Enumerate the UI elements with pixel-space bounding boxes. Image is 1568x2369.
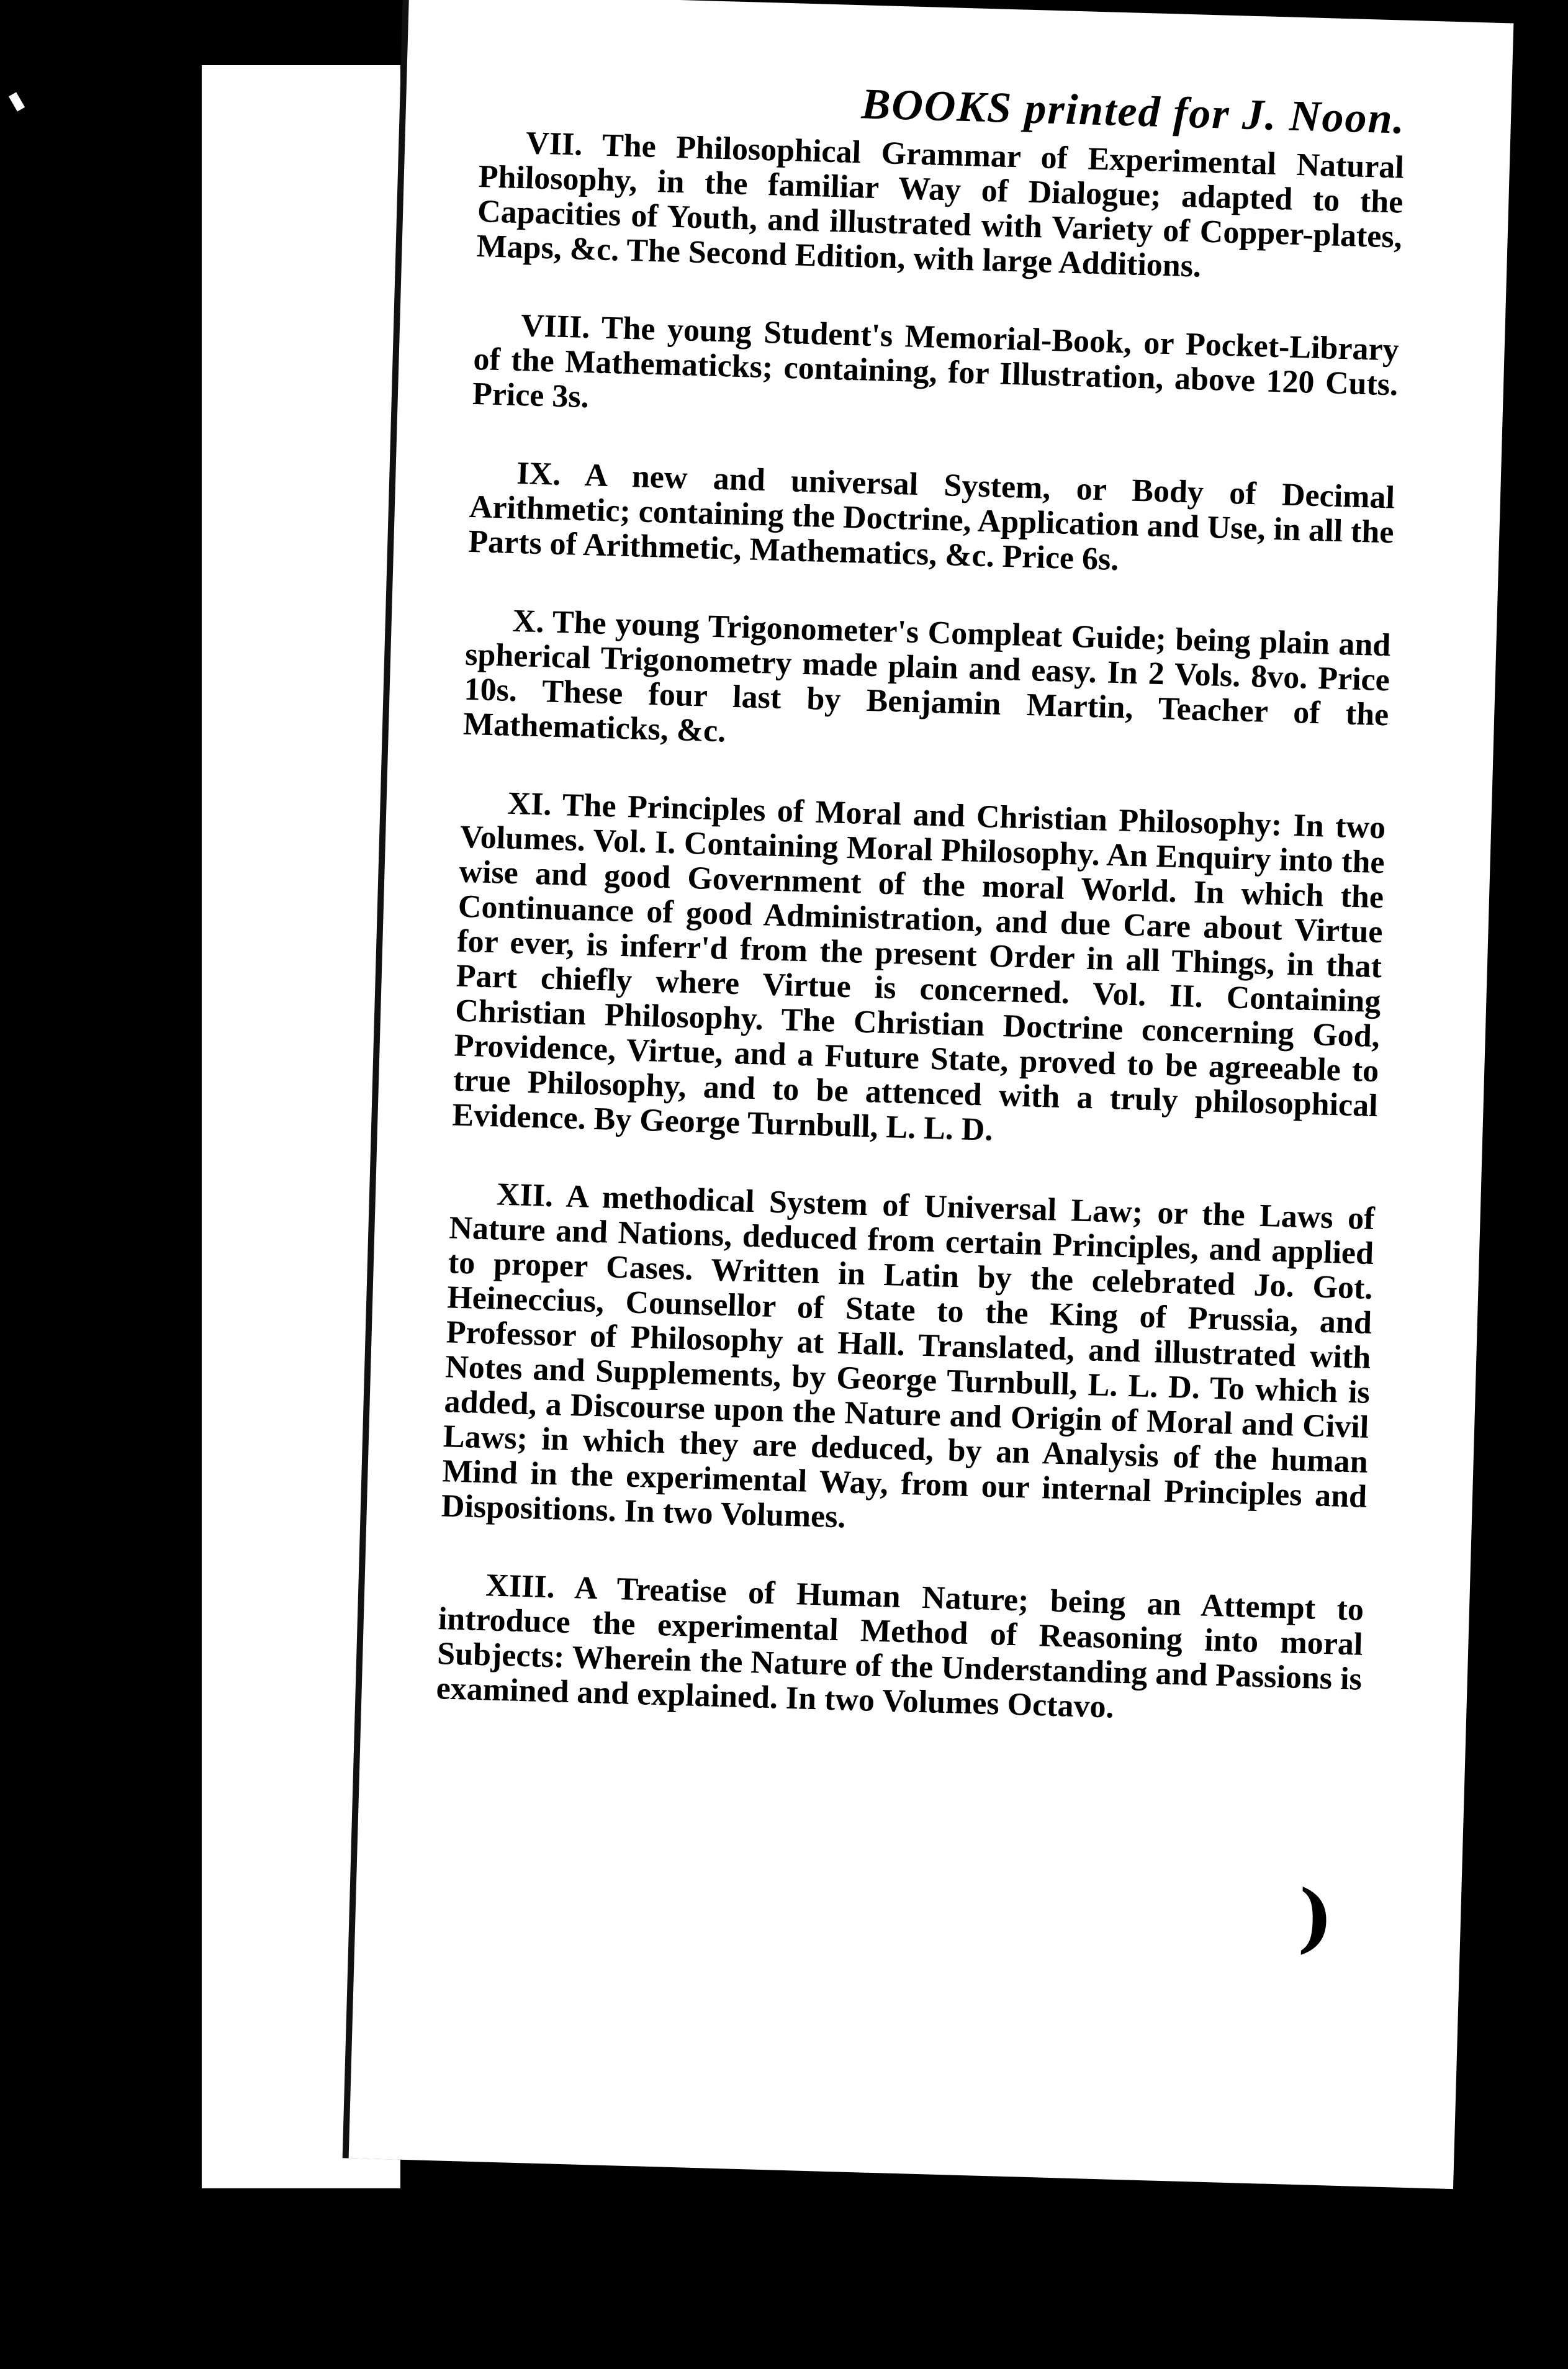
entry-text: The young Student's Memorial-Book, or Pocket-Library of the Mathematicks; containing, for Illustration, above 120 Cuts. Price 3s. [472,310,1400,415]
entry-text: The Principles of Moral and Christian Philosophy: In two Volumes. Vol. I. Containing Moral Philosophy. An Enquiry into the wise and good Government of the moral World. In which the Continuance of good Administration, and due Care about Virtue for ever, is inferr'd from the present Order in all Things, in that Part chiefly where Virtue is concerned. Vol. II. Containing Christian Philosophy. The Christian Doctrine concerning God, Providence, Virtue, and a Future State, proved to be agreeable to true Philosophy, and to be attenced with a truly philosophical Evidence. By George Turnbull, L. L. D. [451,787,1386,1148]
page-margin-mark: ) [1297,1874,1335,1962]
running-header: BOOKS printed for J. Noon. [860,80,1407,143]
book-page [349,0,1514,2189]
catalogue-entry-12 [441,1176,1375,1549]
page-content [435,69,1406,1776]
catalogue-entry-13 [436,1567,1364,1732]
catalogue-entry-9 [468,455,1395,585]
entry-text: The young Trigonometer's Compleat Guide; being plain and spherical Trigonometry made plain and easy. In 2 Vols. 8vo. Price 10s. These four last by Benjamin Martin, Teacher of the Mathematicks, &c. [462,604,1392,749]
entry-text: A Treatise of Human Nature; being an Attempt to introduce the experimental Method of Reasoning into moral Subjects: Wherein the Nature of the Understanding and Passions is examined and explained. In two Volumes Octavo. [436,1570,1364,1725]
entry-number: VIII. [520,308,591,346]
entry-number: XIII. [485,1568,556,1605]
catalogue-entry-11 [452,785,1386,1158]
entry-number: IX. [516,455,562,492]
scan-artifact [9,92,25,111]
catalogue-entry-10 [462,603,1391,768]
entry-number: XII. [496,1176,554,1214]
entry-text: A new and universal System, or Body of Decimal Arithmetic; containing the Doctrine, Application and Use, in all the Parts of Arithmetic, Mathematics, &c. Price 6s. [467,458,1395,578]
entry-text: The Philosophical Grammar of Experimental Natural Philosophy, in the familiar Way of Dialogue; adapted to the Capacities of Youth, and illustrated with Variety of Copper-plates, Maps, &c. The Second Edition, with large Additions. [475,127,1405,284]
entry-text: A methodical System of Universal Law; or the Laws of Nature and Nations, deduced from certain Principles, and applied to proper Cases. Written in Latin by the celebrated Jo. Got. Heineccius, Counsellor of State to the King of Prussia, and Professor of Philosophy at Hall. Translated, and illustrated with Notes and Supplements, by George Turnbull, L. L. D. To which is added, a Discourse upon the Nature and Origin of Moral and Civil Laws; in which they are deduced, by an Analysis of the human Mind in the experimental Way, from our internal Principles and Dispositions. In two Volumes. [441,1178,1376,1535]
entry-number: XI. [507,785,552,823]
entry-number: VII. [525,125,583,163]
catalogue-entry-7 [476,125,1405,290]
entry-number: X. [512,603,545,640]
catalogue-entry-8 [472,307,1399,438]
